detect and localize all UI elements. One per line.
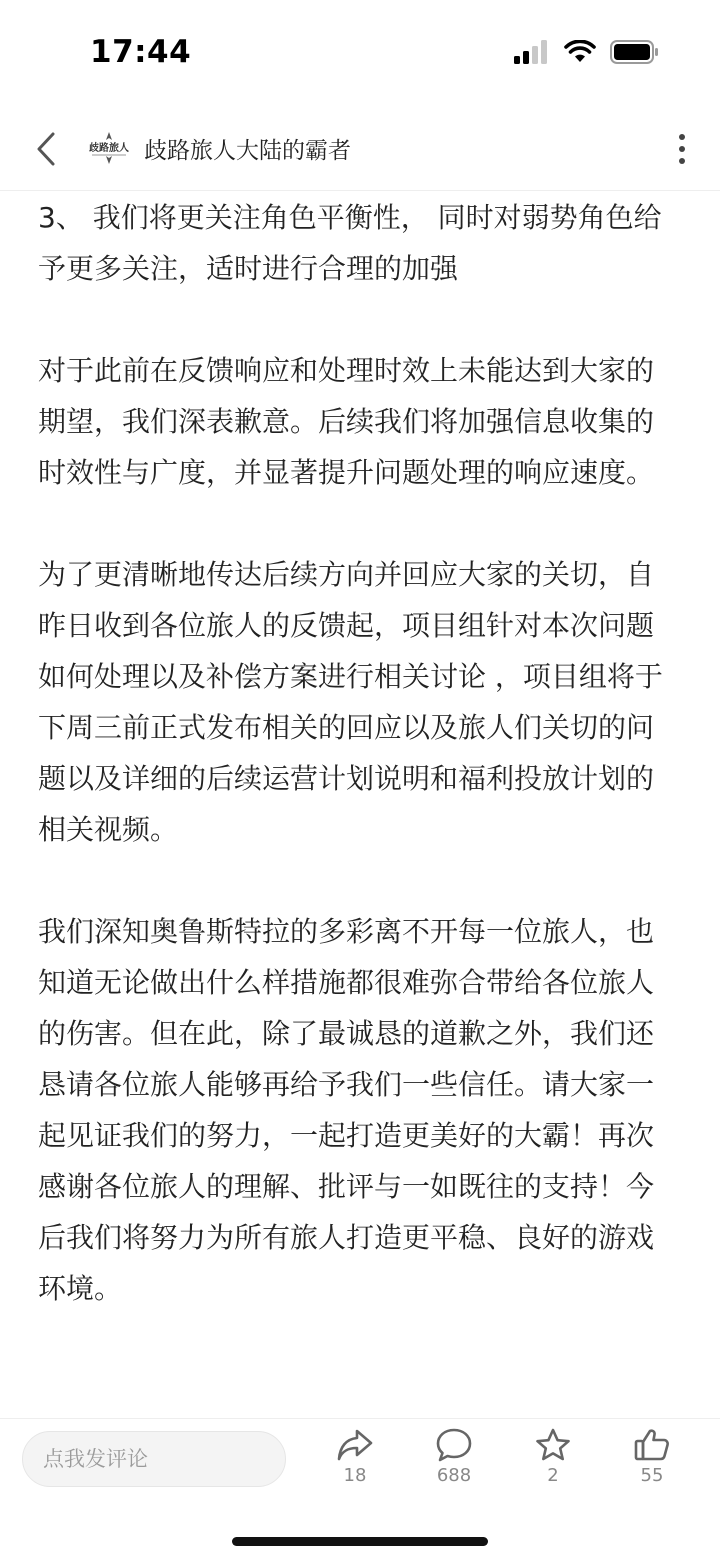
comment-input[interactable] [22,1431,286,1487]
nav-bar [0,108,720,191]
home-indicator[interactable] [232,1537,488,1546]
thumbs-up-icon [633,1427,671,1463]
article-paragraph: 我们深知奥鲁斯特拉的多彩离不开每一位旅人，也知道无论做出什么样措施都很难弥合带给各位旅人的伤害。但在此，除了最诚恳的道歉之外，我们还恳请各位旅人能够再给予我们一些信任。请大家一起见证我们的努力，一起打造更美好的大霸！再次感谢各位旅人的理解、批评与一如既往的支持！今后我们将努力为所有旅人打造更平稳、良好的游戏环境。 [38,915,655,1305]
favorite-count: 2 [547,1465,559,1486]
status-bar [0,0,720,100]
article-paragraph: 为了更清晰地传达后续方向并回应大家的关切，自昨日收到各位旅人的反馈起，项目组针对本次问题如何处理以及补偿方案进行相关讨论 ，项目组将于下周三前正式发布相关的回应以及旅人们关切的问题以及详细的后续运营计划说明和福利投放计划的相关视频。 [38,558,663,846]
wifi-icon [564,40,596,64]
comment-count: 688 [436,1465,472,1486]
like-count: 55 [640,1465,664,1486]
status-time: 17:44 [90,34,192,70]
article-paragraph: 对于此前在反馈响应和处理时效上未能达到大家的期望，我们深表歉意。后续我们将加强信息收集的时效性与广度，并显著提升问题处理的响应速度。 [38,354,655,489]
more-options-button[interactable] [670,128,694,170]
channel-name[interactable]: 歧路旅人大陆的霸者 [144,138,351,164]
channel-logo[interactable] [86,130,132,166]
logo-text: 歧路旅人 [89,143,129,154]
status-icons [514,40,660,64]
battery-icon [610,40,660,64]
comment-icon [435,1427,473,1463]
like-button[interactable] [612,1427,692,1486]
game-logo-icon [86,130,132,166]
more-dot-icon [679,146,685,152]
article-body [38,192,668,1365]
comment-button[interactable] [414,1427,494,1486]
cellular-signal-icon [514,40,550,64]
share-button[interactable] [315,1427,395,1486]
star-icon [534,1427,572,1463]
chevron-left-icon [34,131,58,167]
back-button[interactable] [26,128,66,170]
share-count: 18 [343,1465,367,1486]
article-paragraph: 3、 我们将更关注角色平衡性， 同时对弱势角色给予更多关注，适时进行合理的加强 [38,201,662,285]
more-dot-icon [679,134,685,140]
share-icon [336,1427,374,1463]
more-dot-icon [679,158,685,164]
favorite-button[interactable] [513,1427,593,1486]
